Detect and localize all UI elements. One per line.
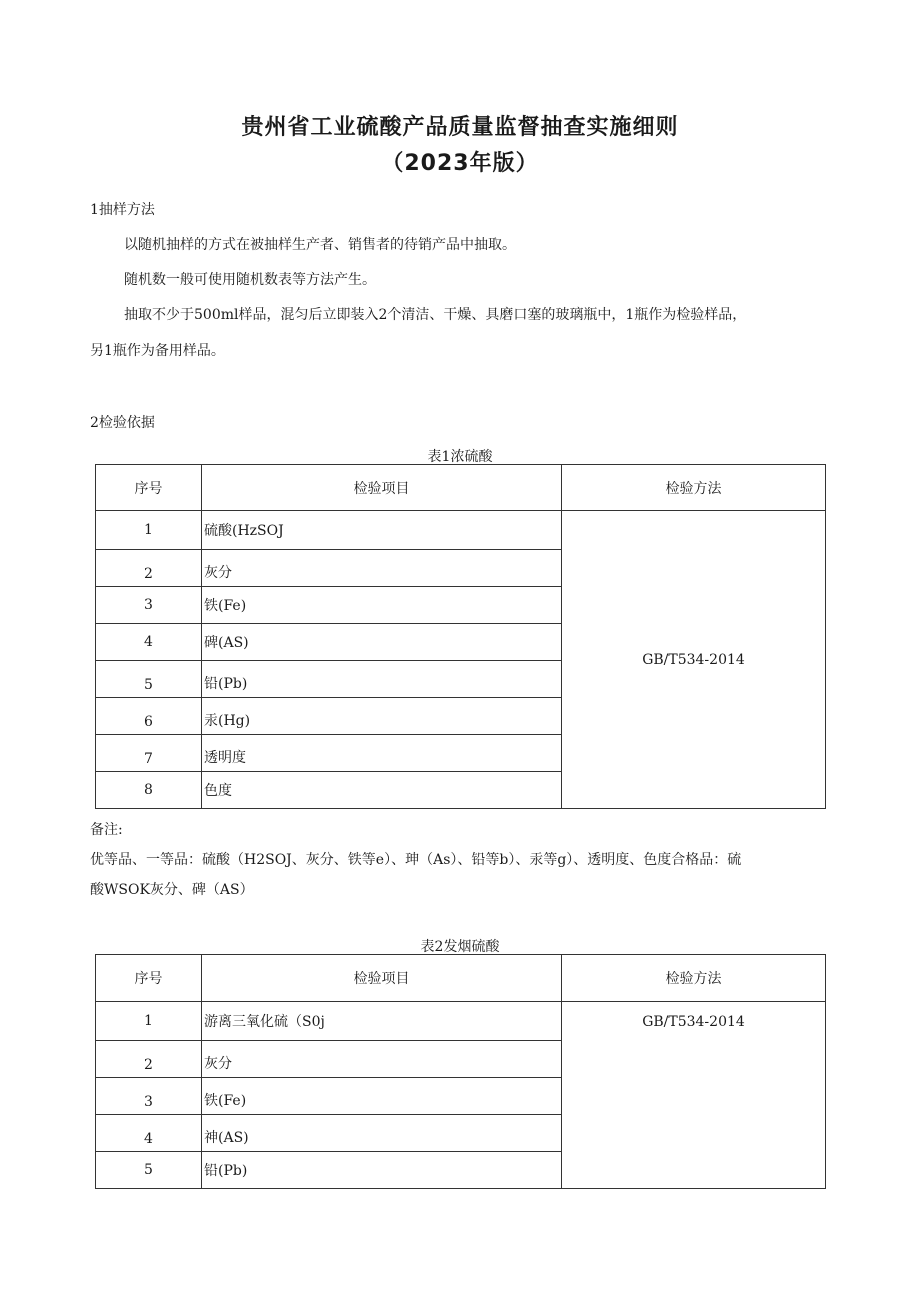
- row-no: 1: [96, 1002, 202, 1041]
- row-item: 铅(Pb): [202, 1152, 562, 1189]
- row-no: 4: [96, 624, 202, 661]
- row-no: 8: [96, 772, 202, 809]
- table-2: [95, 954, 826, 1189]
- row-item: 汞(Hg): [202, 698, 562, 735]
- row-no: 4: [96, 1115, 202, 1152]
- document-subtitle: （2023年版）: [381, 151, 539, 176]
- notes-line-2: 酸WSOK灰分、碑（AS）: [90, 882, 254, 898]
- table-row: [96, 511, 826, 550]
- table-1-header-method: 检验方法: [562, 465, 826, 511]
- document-title: 贵州省工业硫酸产品质量监督抽查实施细则: [241, 115, 679, 140]
- table-2-header-row: [96, 955, 826, 1002]
- row-no: 5: [96, 1152, 202, 1189]
- row-item: 游离三氧化硫（S0j: [202, 1002, 562, 1041]
- row-item: 透明度: [202, 735, 562, 772]
- row-no: 6: [96, 698, 202, 735]
- table-2-method-cell: GB/T534-2014: [562, 1002, 826, 1189]
- row-no: 5: [96, 661, 202, 698]
- section-2-heading: 2检验依据: [90, 415, 155, 431]
- row-item: 色度: [202, 772, 562, 809]
- row-no: 1: [96, 511, 202, 550]
- table-2-header-method: 检验方法: [562, 955, 826, 1002]
- table-row: [96, 1002, 826, 1041]
- section-1-paragraph-3-cont: 另1瓶作为备用样品。: [90, 343, 225, 359]
- row-item: 灰分: [202, 550, 562, 587]
- row-item: 铁(Fe): [202, 587, 562, 624]
- table-1-method-cell: GB/T534-2014: [562, 511, 826, 809]
- row-item: 硫酸(HzSOJ: [202, 511, 562, 550]
- table-1-header-row: [96, 465, 826, 511]
- section-1-heading: 1抽样方法: [90, 202, 155, 218]
- table-2-caption: 表2发烟硫酸: [420, 939, 500, 955]
- section-1-paragraph-1: 以随机抽样的方式在被抽样生产者、销售者的待销产品中抽取。: [124, 237, 516, 253]
- table-1-header-no: 序号: [96, 465, 202, 511]
- row-item: 铁(Fe): [202, 1078, 562, 1115]
- row-no: 2: [96, 1041, 202, 1078]
- table-1-header-item: 检验项目: [202, 465, 562, 511]
- table-1-caption: 表1浓硫酸: [427, 449, 493, 465]
- row-no: 3: [96, 587, 202, 624]
- section-1-paragraph-2: 随机数一般可使用随机数表等方法产生。: [124, 272, 376, 288]
- notes-line-1: 优等品、一等品：硫酸（H2SOJ、灰分、铁等e）、珅（As）、铅等b）、汞等g）、透明度、色度合格品：硫: [90, 852, 742, 868]
- row-no: 3: [96, 1078, 202, 1115]
- row-no: 7: [96, 735, 202, 772]
- table-2-header-no: 序号: [96, 955, 202, 1002]
- table-1: [95, 464, 826, 809]
- section-1-paragraph-3: 抽取不少于500ml样品，混匀后立即装入2个清洁、干燥、具磨口塞的玻璃瓶中，1瓶作为检验样品，: [124, 307, 747, 323]
- notes-label: 备注:: [90, 822, 123, 838]
- row-item: 铅(Pb): [202, 661, 562, 698]
- table-2-header-item: 检验项目: [202, 955, 562, 1002]
- row-item: 灰分: [202, 1041, 562, 1078]
- row-no: 2: [96, 550, 202, 587]
- row-item: 碑(AS): [202, 624, 562, 661]
- row-item: 神(AS): [202, 1115, 562, 1152]
